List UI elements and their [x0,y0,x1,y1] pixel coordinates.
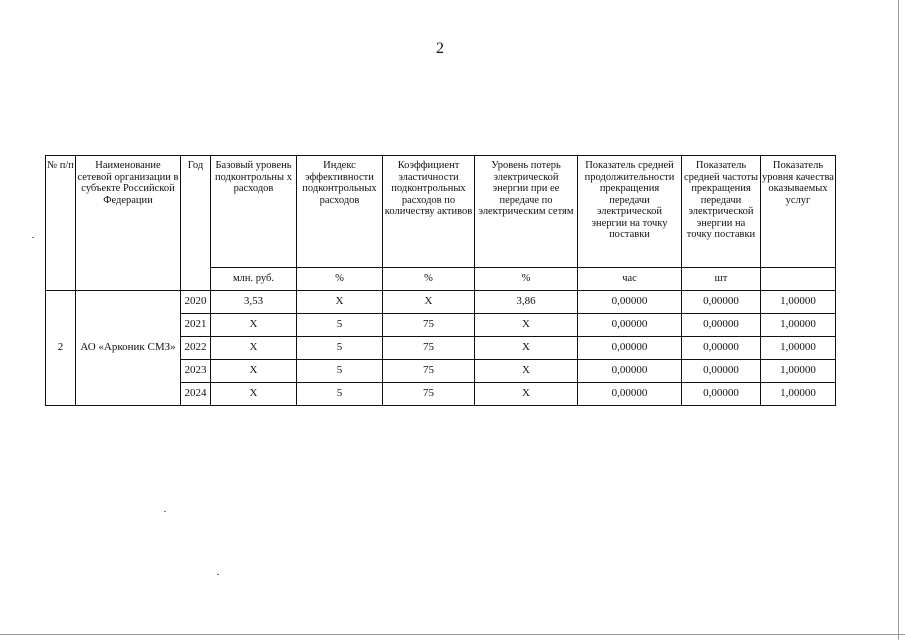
duration-cell: 0,00000 [578,383,682,406]
header-losses: Уровень потерь электрической энергии при ее передаче по электрическим сетям [475,156,578,268]
losses-cell: X [475,383,578,406]
year-cell: 2021 [181,314,211,337]
header-base-level: Базовый уровень подконтрольны х расходов [211,156,297,268]
tariff-parameters-table [45,155,836,406]
unit-base-level: млн. руб. [211,268,297,291]
quality-cell: 1,00000 [761,360,836,383]
efficiency-cell: 5 [297,314,383,337]
year-cell: 2023 [181,360,211,383]
frequency-cell: 0,00000 [682,314,761,337]
year-cell: 2020 [181,291,211,314]
base-level-cell: X [211,337,297,360]
losses-cell: X [475,314,578,337]
quality-cell: 1,00000 [761,337,836,360]
quality-cell: 1,00000 [761,291,836,314]
org-name: АО «Арконик СМЗ» [76,291,181,406]
duration-cell: 0,00000 [578,337,682,360]
header-org: Наименование сетевой организации в субъекте Российской Федерации [76,156,181,291]
frequency-cell: 0,00000 [682,291,761,314]
frequency-cell: 0,00000 [682,360,761,383]
scan-edge-right [898,0,899,640]
header-quality: Показатель уровня качества оказываемых услуг [761,156,836,268]
unit-quality [761,268,836,291]
header-year: Год [181,156,211,291]
unit-duration: час [578,268,682,291]
scan-speck [32,237,34,238]
header-row [46,156,836,268]
scan-speck [164,511,166,512]
losses-cell: X [475,337,578,360]
base-level-cell: 3,53 [211,291,297,314]
efficiency-cell: X [297,291,383,314]
elasticity-cell: 75 [383,383,475,406]
duration-cell: 0,00000 [578,314,682,337]
base-level-cell: X [211,383,297,406]
scan-speck [217,574,219,575]
quality-cell: 1,00000 [761,314,836,337]
year-cell: 2024 [181,383,211,406]
efficiency-cell: 5 [297,360,383,383]
quality-cell: 1,00000 [761,383,836,406]
frequency-cell: 0,00000 [682,337,761,360]
duration-cell: 0,00000 [578,291,682,314]
duration-cell: 0,00000 [578,360,682,383]
org-row-number: 2 [46,291,76,406]
losses-cell: X [475,360,578,383]
unit-losses: % [475,268,578,291]
year-cell: 2022 [181,337,211,360]
base-level-cell: X [211,314,297,337]
unit-efficiency: % [297,268,383,291]
table-row [46,291,836,314]
elasticity-cell: 75 [383,337,475,360]
header-elasticity: Коэффициент эластичности подконтрольных расходов по количеству активов [383,156,475,268]
unit-frequency: шт [682,268,761,291]
elasticity-cell: X [383,291,475,314]
scan-edge-bottom [0,634,905,635]
header-num: № п/п [46,156,76,291]
efficiency-cell: 5 [297,383,383,406]
losses-cell: 3,86 [475,291,578,314]
efficiency-cell: 5 [297,337,383,360]
base-level-cell: X [211,360,297,383]
elasticity-cell: 75 [383,360,475,383]
header-efficiency: Индекс эффективности подконтрольных расходов [297,156,383,268]
frequency-cell: 0,00000 [682,383,761,406]
page-number: 2 [436,40,444,57]
unit-elasticity: % [383,268,475,291]
elasticity-cell: 75 [383,314,475,337]
header-frequency: Показатель средней частоты прекращения передачи электрической энергии на точку поставки [682,156,761,268]
header-duration: Показатель средней продолжительности прекращения передачи электрической энергии на точку поставки [578,156,682,268]
